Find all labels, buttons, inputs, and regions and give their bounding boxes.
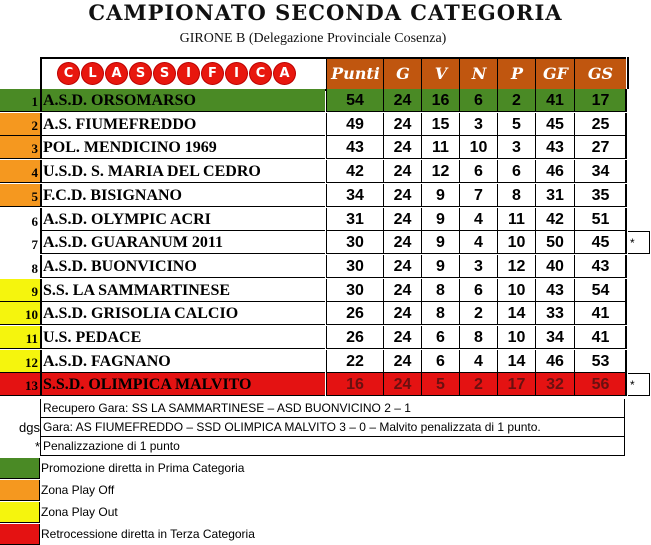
note-row <box>0 399 626 418</box>
column-header-g: G <box>383 57 422 91</box>
stat-v: 9 <box>421 208 459 231</box>
rank-cell <box>0 302 40 325</box>
stat-punti: 34 <box>326 184 383 207</box>
table-border <box>625 231 627 254</box>
stat-p: 2 <box>497 89 535 112</box>
stat-g: 24 <box>383 279 421 302</box>
stat-v: 9 <box>421 255 459 278</box>
stat-gs: 35 <box>574 184 626 207</box>
table-border <box>625 160 627 183</box>
page-title: CAMPIONATO SECONDA CATEGORIA <box>88 0 563 25</box>
rank-cell <box>0 208 40 231</box>
classifica-letter: A <box>274 63 295 84</box>
stat-v: 5 <box>421 373 459 396</box>
stat-p: 6 <box>497 160 535 183</box>
table-row <box>0 350 626 373</box>
stat-punti: 30 <box>326 231 383 254</box>
stat-v: 6 <box>421 350 459 373</box>
stat-gf: 43 <box>535 136 574 159</box>
table-row <box>0 302 626 325</box>
column-header-p: P <box>497 57 536 91</box>
note-row <box>0 418 626 437</box>
rank-number: 4 <box>31 165 38 181</box>
classifica-letter: C <box>58 63 79 84</box>
legend-item <box>0 524 626 545</box>
stat-gf: 32 <box>535 373 574 396</box>
table-row <box>0 184 626 207</box>
classifica-letter: S <box>130 63 151 84</box>
stat-g: 24 <box>383 302 421 325</box>
stat-punti: 16 <box>326 373 383 396</box>
stat-gf: 40 <box>535 255 574 278</box>
stat-gf: 42 <box>535 208 574 231</box>
stat-gs: 17 <box>574 89 626 112</box>
stat-v: 15 <box>421 113 459 136</box>
classifica-letter: S <box>154 63 175 84</box>
rank-number: 5 <box>31 188 38 204</box>
rank-number: 6 <box>31 213 38 229</box>
rank-number: 11 <box>25 331 38 346</box>
stat-gs: 41 <box>574 326 626 349</box>
stat-gf: 50 <box>535 231 574 254</box>
stat-punti: 30 <box>326 279 383 302</box>
stat-p: 3 <box>497 136 535 159</box>
legend-swatch <box>0 524 40 545</box>
classifica-letter: I <box>226 63 247 84</box>
team-name: F.C.D. BISIGNANO <box>40 184 325 207</box>
column-header-v: V <box>421 57 460 91</box>
legend-item <box>0 502 626 523</box>
stat-gf: 33 <box>535 302 574 325</box>
stat-gs: 34 <box>574 160 626 183</box>
stat-p: 10 <box>497 231 535 254</box>
stat-g: 24 <box>383 184 421 207</box>
note-text: Recupero Gara: SS LA SAMMARTINESE – ASD BUONVICINO 2 – 1 <box>40 399 625 418</box>
stat-v: 8 <box>421 302 459 325</box>
stat-n: 2 <box>459 302 497 325</box>
stat-p: 12 <box>497 255 535 278</box>
stat-g: 24 <box>383 326 421 349</box>
table-border <box>625 208 627 231</box>
stat-punti: 26 <box>326 302 383 325</box>
column-header-gs: GS <box>574 57 626 91</box>
legend-text: Zona Play Out <box>41 505 118 520</box>
stat-gs: 27 <box>574 136 626 159</box>
rank-number: 8 <box>31 260 38 276</box>
classifica-letter: A <box>106 63 127 84</box>
table-row <box>0 208 626 231</box>
stat-v: 9 <box>421 184 459 207</box>
team-name: A.S.D. GRISOLIA CALCIO <box>40 302 325 325</box>
note-key: * <box>34 439 40 455</box>
table-row <box>0 255 626 278</box>
legend-swatch <box>0 480 40 501</box>
stat-p: 10 <box>497 326 535 349</box>
rank-number: 1 <box>31 94 38 109</box>
stat-n: 10 <box>459 136 497 159</box>
stat-n: 4 <box>459 231 497 254</box>
team-name: U.S. PEDACE <box>40 326 325 349</box>
stat-g: 24 <box>383 255 421 278</box>
legend-item <box>0 480 626 501</box>
rank-number: 9 <box>31 283 38 299</box>
table-border <box>625 279 627 302</box>
team-name: A.S.D. OLYMPIC ACRI <box>40 208 325 231</box>
team-name: A.S.D. BUONVICINO <box>40 255 325 278</box>
note-row <box>0 437 626 456</box>
classifica-letter: F <box>202 63 223 84</box>
team-name: A.S.D. ORSOMARSO <box>40 89 325 112</box>
rank-cell <box>0 184 40 207</box>
classifica-badge <box>58 63 295 84</box>
team-name: A.S.D. GUARANUM 2011 <box>40 231 325 254</box>
rank-cell <box>0 160 40 183</box>
stat-gs: 45 <box>574 231 626 254</box>
rank-cell <box>0 136 40 159</box>
stat-v: 6 <box>421 326 459 349</box>
stat-n: 6 <box>459 279 497 302</box>
note-key <box>0 399 40 418</box>
table-border <box>625 373 627 396</box>
column-header-gf: GF <box>535 57 575 91</box>
stat-punti: 22 <box>326 350 383 373</box>
rank-cell <box>0 113 40 136</box>
stat-n: 3 <box>459 255 497 278</box>
table-row <box>0 89 626 112</box>
legend-text: Retrocessione diretta in Terza Categoria <box>41 527 255 542</box>
stat-punti: 42 <box>326 160 383 183</box>
stat-p: 5 <box>497 113 535 136</box>
stat-gf: 34 <box>535 326 574 349</box>
stat-n: 2 <box>459 373 497 396</box>
rank-number: 12 <box>25 354 38 370</box>
table-border <box>625 89 627 112</box>
note-key: dgs <box>19 420 40 436</box>
legend-text: Zona Play Off <box>41 483 115 498</box>
stat-g: 24 <box>383 231 421 254</box>
stat-p: 14 <box>497 350 535 373</box>
legend-item <box>0 458 626 479</box>
stat-punti: 54 <box>326 89 383 112</box>
stat-p: 17 <box>497 373 535 396</box>
classifica-letter: I <box>178 63 199 84</box>
team-name: U.S.D. S. MARIA DEL CEDRO <box>40 160 325 183</box>
table-row <box>0 373 635 396</box>
table-border <box>625 350 627 373</box>
table-border <box>625 302 627 325</box>
stat-gs: 53 <box>574 350 626 373</box>
stat-p: 8 <box>497 184 535 207</box>
rank-cell <box>0 89 40 112</box>
table-border <box>625 113 627 136</box>
stat-n: 6 <box>459 89 497 112</box>
stat-g: 24 <box>383 89 421 112</box>
stat-n: 4 <box>459 350 497 373</box>
legend-text: Promozione diretta in Prima Categoria <box>41 461 245 476</box>
stat-gf: 45 <box>535 113 574 136</box>
rank-number: 2 <box>31 117 38 133</box>
rank-number: 3 <box>31 141 38 157</box>
table-border <box>625 184 627 207</box>
stat-g: 24 <box>383 136 421 159</box>
stat-p: 10 <box>497 279 535 302</box>
rank-number: 13 <box>25 378 38 394</box>
table-row <box>0 231 635 254</box>
stat-punti: 30 <box>326 255 383 278</box>
stat-g: 24 <box>383 350 421 373</box>
stat-g: 24 <box>383 208 421 231</box>
stat-g: 24 <box>383 113 421 136</box>
rank-cell <box>0 279 40 302</box>
penalty-marker: * <box>628 373 650 396</box>
team-name: S.S.D. OLIMPICA MALVITO <box>40 373 325 396</box>
classifica-header <box>40 57 327 91</box>
stat-punti: 26 <box>326 326 383 349</box>
table-row <box>0 279 626 302</box>
stat-gs: 51 <box>574 208 626 231</box>
stat-n: 3 <box>459 113 497 136</box>
rank-cell <box>0 255 40 278</box>
stat-gs: 54 <box>574 279 626 302</box>
team-name: S.S. LA SAMMARTINESE <box>40 279 325 302</box>
legend-swatch <box>0 458 40 479</box>
legend-swatch <box>0 502 40 523</box>
stat-v: 9 <box>421 231 459 254</box>
stat-v: 8 <box>421 279 459 302</box>
note-text: Gara: AS FIUMEFREDDO – SSD OLIMPICA MALVITO 3 – 0 – Malvito penalizzata di 1 punto. <box>40 418 625 437</box>
stat-gf: 46 <box>535 350 574 373</box>
stat-gs: 43 <box>574 255 626 278</box>
stat-p: 11 <box>497 208 535 231</box>
stat-gf: 46 <box>535 160 574 183</box>
rank-number: 7 <box>31 237 38 253</box>
stat-punti: 49 <box>326 113 383 136</box>
rank-cell <box>0 373 40 396</box>
stat-gs: 41 <box>574 302 626 325</box>
table-row <box>0 160 626 183</box>
table-border <box>625 136 627 159</box>
note-text: Penalizzazione di 1 punto <box>40 437 625 456</box>
team-name: POL. MENDICINO 1969 <box>40 136 325 159</box>
stat-gs: 25 <box>574 113 626 136</box>
stat-g: 24 <box>383 373 421 396</box>
team-name: A.S.D. FAGNANO <box>40 350 325 373</box>
rank-cell <box>0 326 40 349</box>
stat-punti: 43 <box>326 136 383 159</box>
penalty-marker: * <box>628 231 650 254</box>
table-row <box>0 113 626 136</box>
table-border <box>625 255 627 278</box>
classifica-letter: C <box>250 63 271 84</box>
table-border <box>625 326 627 349</box>
team-name: A.S. FIUMEFREDDO <box>40 113 325 136</box>
rank-number: 10 <box>25 307 38 323</box>
stat-n: 6 <box>459 160 497 183</box>
column-header-punti: Punti <box>326 57 384 91</box>
stat-p: 14 <box>497 302 535 325</box>
classifica-letter: L <box>82 63 103 84</box>
stat-n: 7 <box>459 184 497 207</box>
rank-cell <box>0 231 40 254</box>
stat-gf: 41 <box>535 89 574 112</box>
stat-gs: 56 <box>574 373 626 396</box>
stat-v: 16 <box>421 89 459 112</box>
stat-n: 4 <box>459 208 497 231</box>
stat-v: 11 <box>421 136 459 159</box>
stat-n: 8 <box>459 326 497 349</box>
table-row <box>0 136 626 159</box>
stat-g: 24 <box>383 160 421 183</box>
stat-v: 12 <box>421 160 459 183</box>
column-header-n: N <box>459 57 498 91</box>
table-row <box>0 326 626 349</box>
stat-punti: 31 <box>326 208 383 231</box>
page-subtitle: GIRONE B (Delegazione Provinciale Cosenza) <box>179 31 447 46</box>
rank-cell <box>0 350 40 373</box>
stat-gf: 43 <box>535 279 574 302</box>
stat-gf: 31 <box>535 184 574 207</box>
